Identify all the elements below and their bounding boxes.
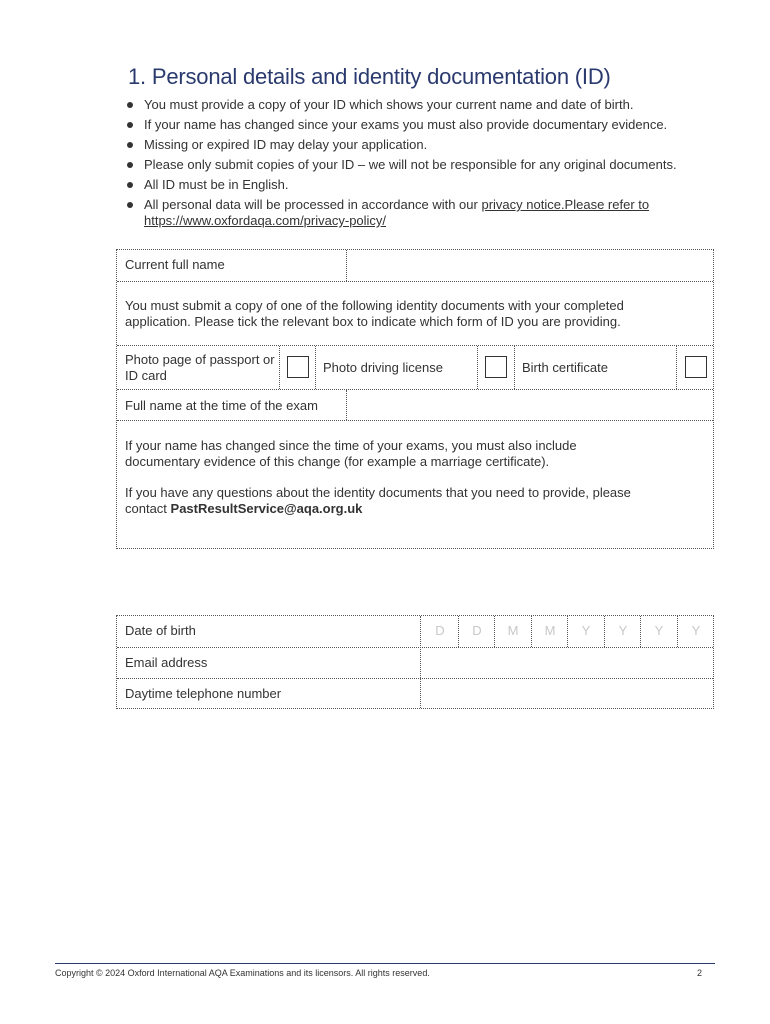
current-name-field[interactable] — [347, 250, 713, 281]
footer-rule — [55, 963, 715, 964]
dob-month-digit[interactable]: M — [544, 623, 556, 638]
phone-label: Daytime telephone number — [125, 686, 282, 701]
dob-day-digit[interactable]: D — [435, 623, 445, 638]
bullet-icon — [127, 122, 133, 128]
dob-day-digit[interactable]: D — [472, 623, 482, 638]
dob-year-digit[interactable]: Y — [618, 623, 628, 638]
requirements-list — [126, 97, 726, 233]
list-item: Missing or expired ID may delay your application. — [126, 137, 726, 153]
dob-month-digit[interactable]: M — [507, 623, 519, 638]
contact-note: If you have any questions about the identity documents that you need to provide, please contact PastResultService@aqa.org.uk — [125, 485, 631, 516]
exam-name-field[interactable] — [347, 390, 713, 420]
current-name-label: Current full name — [125, 257, 225, 272]
divider — [117, 345, 713, 346]
divider — [117, 420, 713, 421]
phone-field[interactable] — [421, 679, 713, 708]
page-number: 2 — [697, 968, 703, 978]
privacy-notice-link[interactable]: privacy notice.Please refer to — [481, 197, 650, 212]
divider — [117, 281, 713, 282]
list-item-privacy: All personal data will be processed in accordance with our privacy notice.Please refer to https://www.oxfordaqa.com/privacy-policy/ — [126, 197, 726, 229]
id-instruction-text: You must submit a copy of one of the following identity documents with your completed application. Please tick the relevant box to indicate which form of ID you are providing. — [125, 298, 624, 329]
driving-license-checkbox[interactable] — [485, 356, 507, 378]
bullet-icon — [127, 142, 133, 148]
divider — [315, 346, 316, 389]
list-item: All ID must be in English. — [126, 177, 726, 193]
exam-name-label: Full name at the time of the exam — [125, 398, 318, 413]
divider — [279, 346, 280, 389]
bullet-icon — [127, 162, 133, 168]
dob-year-digit[interactable]: Y — [691, 623, 701, 638]
privacy-policy-url-link[interactable]: https://www.oxfordaqa.com/privacy-policy/ — [144, 213, 387, 228]
list-item: Please only submit copies of your ID – we will not be responsible for any original documents. — [126, 157, 726, 173]
email-label: Email address — [125, 655, 208, 670]
bullet-icon — [127, 182, 133, 188]
email-field[interactable] — [421, 648, 713, 678]
contact-email[interactable]: PastResultService@aqa.org.uk — [170, 501, 363, 516]
list-item: If your name has changed since your exams you must also provide documentary evidence. — [126, 117, 726, 133]
copyright-text: Copyright © 2024 Oxford International AQA Examinations and its licensors. All rights reserved. — [55, 968, 430, 978]
list-item: You must provide a copy of your ID which shows your current name and date of birth. — [126, 97, 726, 113]
name-change-note: If your name has changed since the time of your exams, you must also include documentary evidence of this change (for example a marriage certificate). — [125, 438, 577, 469]
option-driving-license-label: Photo driving license — [323, 360, 443, 375]
option-passport-label: Photo page of passport or ID card — [125, 352, 275, 383]
dob-year-digit[interactable]: Y — [654, 623, 664, 638]
option-birth-certificate-label: Birth certificate — [522, 360, 608, 375]
bullet-icon — [127, 202, 133, 208]
section-title: 1. Personal details and identity documentation (ID) — [128, 64, 611, 89]
divider — [676, 346, 677, 389]
bullet-icon — [127, 102, 133, 108]
passport-checkbox[interactable] — [287, 356, 309, 378]
dob-year-digit[interactable]: Y — [581, 623, 591, 638]
divider — [514, 346, 515, 389]
dob-label: Date of birth — [125, 623, 196, 638]
divider — [477, 346, 478, 389]
birth-certificate-checkbox[interactable] — [685, 356, 707, 378]
